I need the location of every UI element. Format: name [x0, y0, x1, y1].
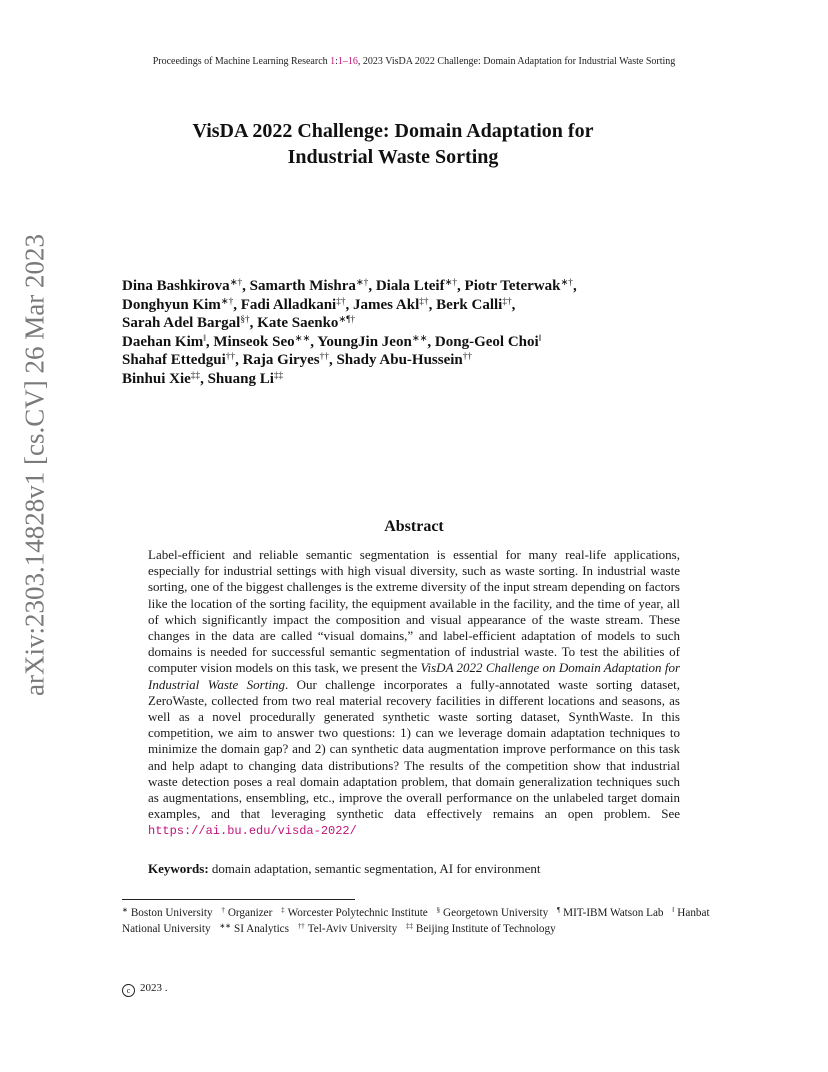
copyright-text: 2023 . [140, 982, 168, 994]
affiliation-mark: ‡‡ [190, 370, 201, 381]
author-line [122, 277, 577, 296]
paper-title-line-1: VisDA 2022 Challenge: Domain Adaptation for [192, 120, 594, 142]
keywords [148, 861, 540, 877]
affiliation-mark: †† [462, 351, 473, 362]
author-name: Dina Bashkirova [122, 278, 230, 294]
footnote-item [221, 907, 272, 919]
author-list [122, 277, 577, 388]
author-name: , Kate Saenko [249, 315, 339, 331]
footnote-mark: ¶ [556, 906, 561, 915]
affiliation-footnotes [122, 905, 710, 937]
footnote-mark: § [436, 906, 441, 915]
footnote-text: Hanbat National University [122, 907, 710, 935]
footnote-text: Georgetown University [443, 907, 549, 919]
affiliation-mark: ∗¶† [338, 314, 356, 325]
affiliation-mark: ‡† [502, 296, 512, 307]
author-line [122, 296, 577, 315]
footnote-text: MIT-IBM Watson Lab [563, 907, 664, 919]
author-name: , Shuang Li [200, 370, 274, 387]
keywords-label: Keywords: [148, 861, 209, 876]
running-header-colon: : [335, 56, 338, 67]
affiliation-mark: ‡† [336, 296, 346, 307]
affiliation-mark: ‖ [538, 333, 542, 344]
paper-title [0, 118, 786, 170]
footnote-text: Tel-Aviv University [307, 923, 398, 935]
abstract-heading: Abstract [384, 518, 444, 535]
author-name: , Minseok Seo [205, 333, 295, 350]
footnote-mark: ∗∗ [219, 922, 231, 931]
author-name: , Raja Giryes [235, 352, 320, 368]
footnote-item [219, 923, 289, 935]
author-line [122, 314, 577, 333]
copyright-icon: c [122, 984, 135, 997]
author-line [122, 333, 577, 352]
author-line [122, 370, 577, 389]
author-name: , Samarth Mishra [242, 278, 356, 294]
affiliation-mark: ∗† [220, 296, 234, 307]
abstract-text-part-2: . Our challenge incorporates a fully-annotated waste sorting dataset, ZeroWaste, collected from two real material recovery facilities in different locations and seasons, as well as a novel procedurally generated synthetic waste sorting dataset, SynthWaste. In this competition, we aim to answer two questions: 1) can we leverage domain adaptation techniques to minimize the domain gap? and 2) can synthetic data augmentation improve performance on this task and help adapt to changing data distributions? The results of the competition show that industrial waste detection poses a real domain adaptation problem, that domain generalization techniques such as augmentations, ensembling, etc., improve the overall performance on the unlabeled target domain examples, and that leveraging synthetic data effectively remains an open problem. See [148, 676, 680, 822]
author-name: , [511, 296, 516, 313]
author-name: , Berk Calli [428, 296, 503, 313]
author-name: Daehan Kim [122, 333, 204, 350]
copyright-notice [122, 982, 168, 997]
footnote-mark: ‖ [672, 906, 675, 915]
affiliation-mark: ∗∗ [411, 333, 428, 344]
affiliation-mark: †† [225, 351, 236, 362]
footnote-item [298, 923, 397, 935]
footnote-mark: †† [297, 922, 305, 931]
footnote-item [122, 907, 213, 919]
author-name: , [572, 278, 577, 294]
author-name: , Piotr Teterwak [457, 278, 561, 294]
running-header-prefix: Proceedings of Machine Learning Research [152, 56, 331, 67]
footnote-text: Organizer [227, 907, 273, 919]
affiliation-mark: ‡‡ [273, 370, 284, 381]
affiliation-mark: ∗† [355, 277, 369, 288]
author-name: , Dong-Geol Choi [427, 333, 539, 350]
footnote-item [406, 923, 556, 935]
footnote-text: SI Analytics [234, 923, 290, 935]
author-line [122, 351, 577, 370]
abstract-body [148, 547, 680, 840]
author-name: , Fadi Alladkani [233, 296, 337, 313]
author-name: Donghyun Kim [122, 296, 221, 313]
footnote-mark: ‡‡ [405, 922, 413, 931]
affiliation-mark: ∗† [229, 277, 243, 288]
footnote-item [437, 907, 549, 919]
paper-title-line-2: Industrial Waste Sorting [287, 146, 499, 168]
author-name: , James Akl [345, 296, 420, 313]
footnote-item [557, 907, 664, 919]
author-name: , Shady Abu-Hussein [328, 352, 463, 368]
abstract-text-part-1: Label-efficient and reliable semantic segmentation is essential for many real-life applications, especially for industrial settings with high visual diversity, such as waste sorting. In industrial waste sorting, one of the biggest challenges is the extreme diversity of the input stream depending on factors like the location of the sorting facility, the equipment available in the facility, and the time of year, all of which significantly impact the composition and visual appearance of the waste stream. These changes in the data are called “visual domains,” and label-efficient adaptation of models to such domains is needed for successful semantic segmentation of industrial waste. To test the abilities of computer vision models on this task, we present the [148, 547, 680, 676]
footnote-text: Beijing Institute of Technology [415, 923, 556, 935]
affiliation-mark: ‖ [203, 333, 206, 344]
footnote-mark: † [221, 906, 225, 915]
pages-link[interactable]: 1–16 [337, 56, 358, 67]
author-name: Sarah Adel Bargal [122, 315, 241, 331]
affiliation-mark: ∗† [560, 277, 573, 288]
running-header-suffix: , 2023 VisDA 2022 Challenge: Domain Adaptation for Industrial Waste Sorting [357, 56, 676, 67]
affiliation-mark: ∗∗ [294, 333, 311, 344]
footnote-rule [122, 899, 355, 900]
affiliation-mark: ‡† [419, 296, 429, 307]
footnote-item [281, 907, 428, 919]
footnote-mark: ∗ [122, 906, 128, 915]
footnote-text: Boston University [130, 907, 213, 919]
volume-link[interactable]: 1 [330, 56, 336, 67]
author-name: , YoungJin Jeon [310, 333, 412, 350]
footnote-text: Worcester Polytechnic Institute [287, 907, 428, 919]
author-name: , Diala Lteif [368, 278, 445, 294]
keywords-text: domain adaptation, semantic segmentation, AI for environment [208, 861, 541, 876]
author-name: Binhui Xie [122, 370, 191, 387]
affiliation-mark: ∗† [444, 277, 458, 288]
project-url-link[interactable]: https://ai.bu.edu/visda-2022/ [148, 824, 357, 839]
running-header [0, 56, 828, 67]
footnote-mark: ‡ [281, 906, 285, 915]
affiliation-mark: §† [240, 314, 250, 325]
affiliation-mark: †† [319, 351, 329, 362]
arxiv-stamp-text: arXiv:2303.14828v1 [cs.CV] 26 Mar 2023 [19, 234, 50, 696]
author-name: Shahaf Ettedgui [122, 352, 226, 368]
challenge-name-emphasis: VisDA 2022 Challenge on Domain Adaptation for Industrial Waste Sorting [148, 660, 681, 692]
